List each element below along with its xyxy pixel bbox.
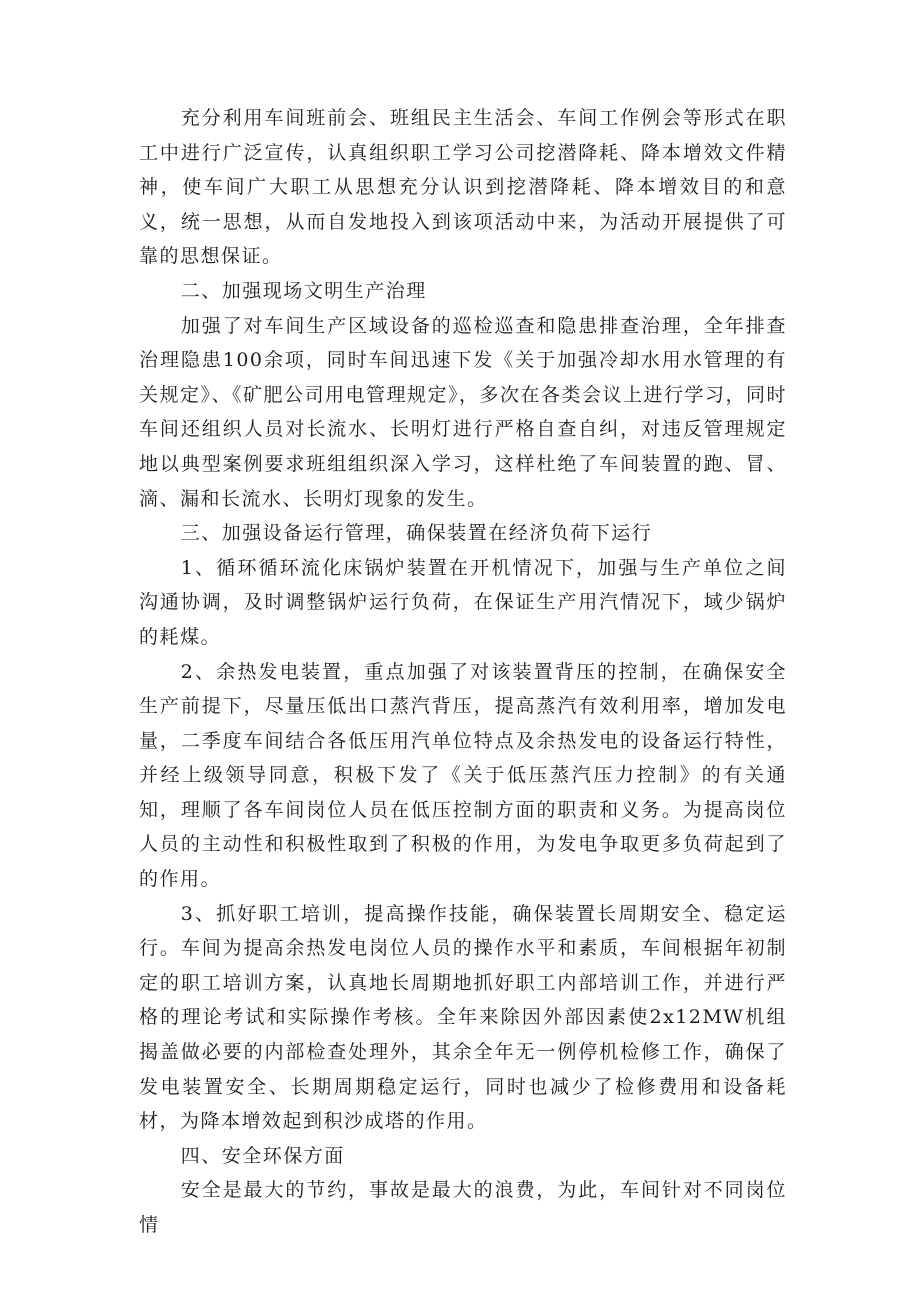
paragraph-publicity: 充分利用车间班前会、班组民主生活会、车间工作例会等形式在职工中进行广泛宣传，认真组织职工学习公司挖潜降耗、降本增效文件精神，使车间广大职工从思想充分认识到挖潜降耗、降本增效目的和意义，统一思想，从而自发地投入到该项活动中来，为活动开展提供了可靠的思想保证。 [139,107,787,268]
paragraph-boiler: 1、循环循环流化床锅炉装置在开机情况下，加强与生产单位之间沟通协调，及时调整锅炉运行负荷，在保证生产用汽情况下，域少锅炉的耗煤。 [139,556,787,648]
paragraph-safety: 安全是最大的节约，事故是最大的浪费，为此，车间针对不同岗位情 [139,1179,787,1236]
document-body [139,101,787,1243]
section-heading-4: 四、安全环保方面 [180,1144,345,1167]
paragraph-training: 3、抓好职工培训，提高操作技能，确保装置长周期安全、稳定运行。车间为提高余热发电岗位人员的操作水平和素质，车间根据年初制定的职工培训方案，认真地长周期地抓好职工内部培训工作，并进行严格的理论考试和实际操作考核。全年来除因外部因素使2x12MW机组揭盖做必要的内部检查处理外，其余全年无一例停机检修工作，确保了发电装置安全、长期周期稳定运行，同时也减少了检修费用和设备耗材，为降本增效起到积沙成塔的作用。 [139,902,787,1133]
section-heading-2: 二、加强现场文明生产治理 [180,279,427,302]
paragraph-site-management: 加强了对车间生产区域设备的巡检巡查和隐患排查治理，全年排查治理隐患100余项，同时车间迅速下发《关于加强冷却水用水管理的有关规定》、《矿肥公司用电管理规定》，多次在各类会议上进行学习，同时车间还组织人员对长流水、长明灯进行严格自查自纠，对违反管理规定地以典型案例要求班组组织深入学习，这样杜绝了车间装置的跑、冒、滴、漏和长流水、长明灯现象的发生。 [139,314,788,510]
section-heading-3: 三、加强设备运行管理，确保装置在经济负荷下运行 [180,522,653,545]
paragraph-waste-heat: 2、余热发电装置，重点加强了对该装置背压的控制，在确保安全生产前提下，尽量压低出口蒸汽背压，提高蒸汽有效利用率，增加发电量，二季度车间结合各低压用汽单位特点及余热发电的设备运行特性，并经上级领导同意，积极下发了《关于低压蒸汽压力控制》的有关通知，理顺了各车间岗位人员在低压控制方面的职责和义务。为提高岗位人员的主动性和积极性取到了积极的作用，为发电争取更多负荷起到了的作用。 [139,660,787,891]
